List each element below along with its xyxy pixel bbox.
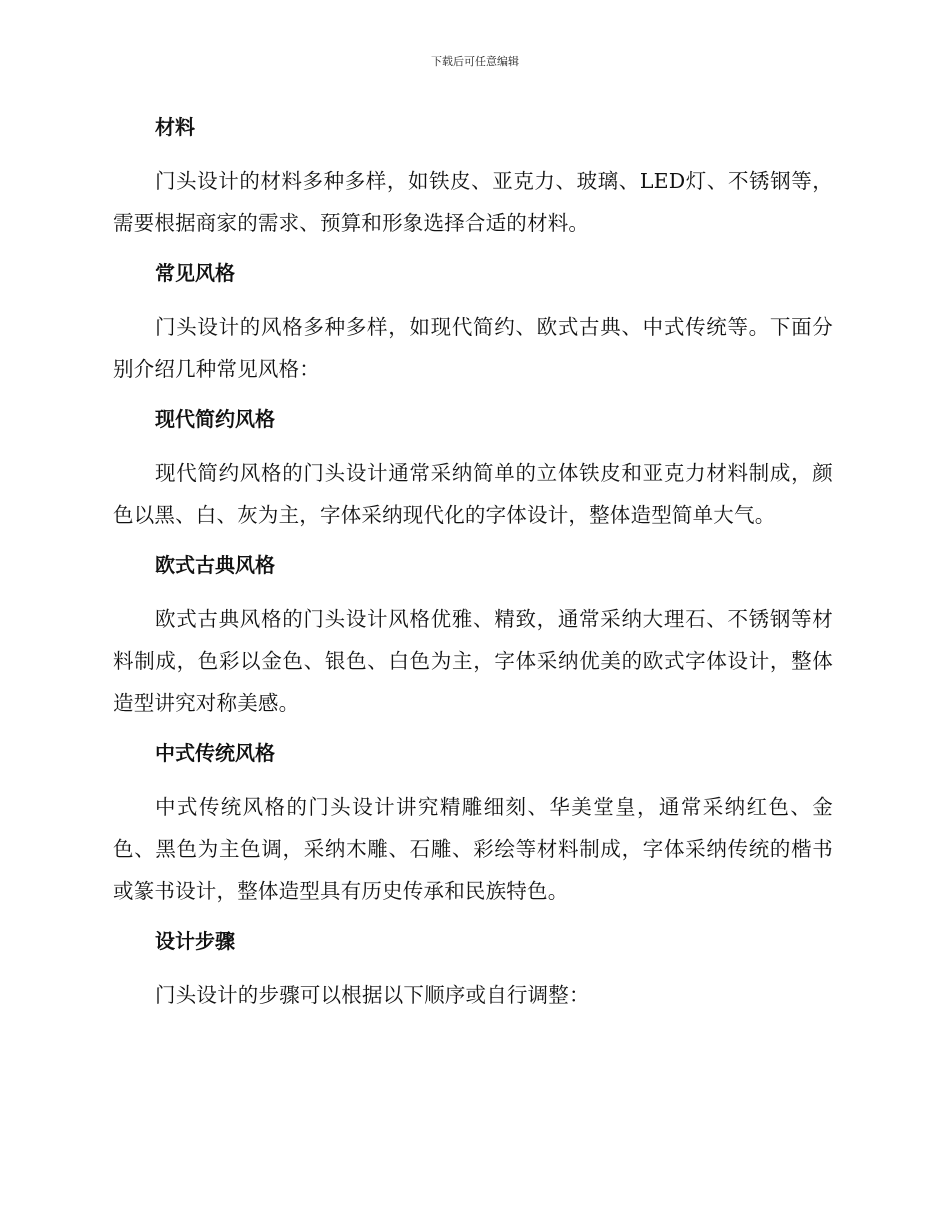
section-heading-design-steps: 设计步骤 (155, 929, 235, 953)
section-heading-european-style: 欧式古典风格 (155, 553, 275, 577)
section-paragraph-common-styles: 门头设计的风格多种多样，如现代简约、欧式古典、中式传统等。下面分别介绍几种常见风格： (113, 315, 833, 381)
section-paragraph-european-style: 欧式古典风格的门头设计风格优雅、精致，通常采纳大理石、不锈钢等材料制成，色彩以金色、银色、白色为主，字体采纳优美的欧式字体设计，整体造型讲究对称美感。 (113, 607, 833, 715)
section-paragraph-chinese-style: 中式传统风格的门头设计讲究精雕细刻、华美堂皇，通常采纳红色、金色、黑色为主色调，采纳木雕、石雕、彩绘等材料制成，字体采纳传统的楷书或篆书设计，整体造型具有历史传承和民族特色。 (113, 795, 833, 903)
section-heading-modern-style: 现代简约风格 (155, 407, 275, 431)
section-heading-materials: 材料 (155, 115, 195, 139)
document-body (113, 108, 833, 1026)
section-paragraph-modern-style: 现代简约风格的门头设计通常采纳简单的立体铁皮和亚克力材料制成，颜色以黑、白、灰为主，字体采纳现代化的字体设计，整体造型简单大气。 (113, 461, 833, 527)
page-header: 下载后可任意编辑 (431, 55, 519, 68)
section-paragraph-design-steps: 门头设计的步骤可以根据以下顺序或自行调整： (155, 983, 590, 1007)
section-heading-common-styles: 常见风格 (155, 261, 235, 285)
section-paragraph-materials: 门头设计的材料多种多样，如铁皮、亚克力、玻璃、LED灯、不锈钢等，需要根据商家的需求、预算和形象选择合适的材料。 (113, 169, 833, 235)
section-heading-chinese-style: 中式传统风格 (155, 741, 275, 765)
